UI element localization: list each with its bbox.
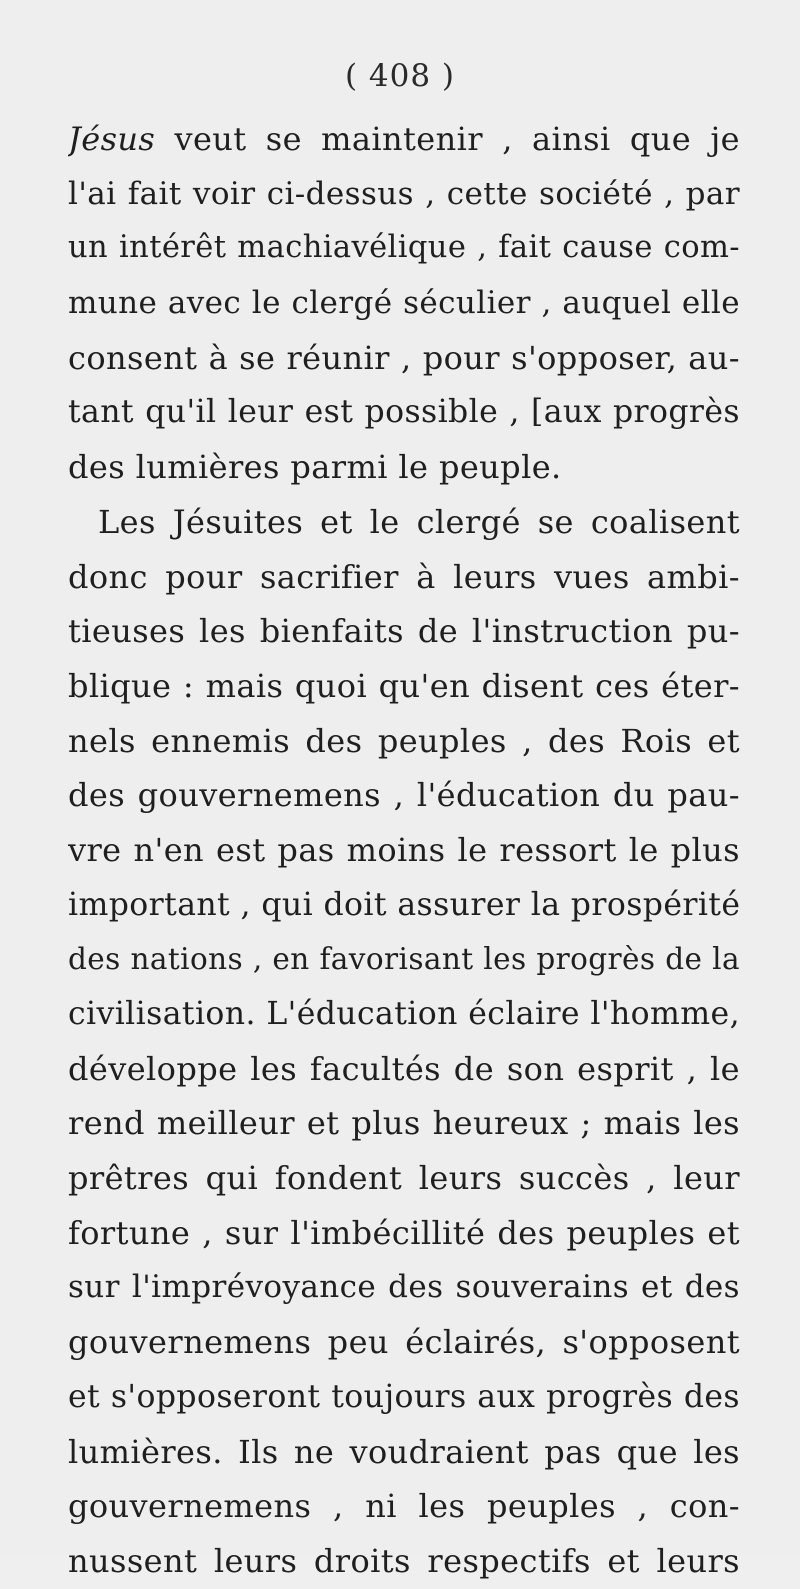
page-number: ( 408 ) [344, 58, 456, 94]
text-line: nels ennemis des peuples , des Rois et [68, 721, 740, 760]
text-line: mune avec le clergé séculier , auquel elle [68, 285, 740, 322]
italic-word: Jésus [68, 120, 156, 158]
text-line: Les Jésuites et le clergé se coalisent [98, 502, 740, 541]
text-line: prêtres qui fondent leurs succès , leur [68, 1159, 740, 1198]
text-line: nussent leurs droits respectifs et leurs [68, 1541, 740, 1580]
text-line: gouvernemens , ni les peuples , con- [68, 1487, 740, 1526]
text-line: tant qu'il leur est possible , [aux progrès [68, 394, 740, 431]
text-line: un intérêt machiavélique , fait cause com- [68, 230, 740, 266]
text-line: important , qui doit assurer la prospérité [68, 886, 740, 923]
text-line-rest: veut se maintenir , ainsi que je [155, 120, 740, 158]
body-text [68, 112, 740, 1589]
text-line: des gouvernemens , l'éducation du pau- [68, 776, 740, 815]
text-line: et s'opposeront toujours aux progrès des [68, 1378, 740, 1415]
text-line [68, 112, 740, 167]
text-line: l'ai fait voir ci-dessus , cette société , par [68, 175, 740, 212]
text-line: vre n'en est pas moins le ressort le plus [68, 830, 740, 869]
text-line: lumières. Ils ne voudraient pas que les [68, 1432, 740, 1471]
text-line: des nations , en favorisant les progrès de la [68, 942, 740, 977]
text-line: sur l'imprévoyance des souverains et des [68, 1269, 740, 1306]
text-line: fortune , sur l'imbécillité des peuples et [68, 1213, 740, 1252]
text-line: donc pour sacrifier à leurs vues ambi- [68, 557, 740, 596]
text-line: gouvernemens peu éclairés, s'opposent [68, 1323, 740, 1362]
text-line: des lumières parmi le peuple. [68, 448, 562, 487]
text-line: blique : mais quoi qu'en disent ces éter- [68, 666, 740, 705]
text-line: civilisation. L'éducation éclaire l'homme, [68, 996, 740, 1032]
text-line: développe les facultés de son esprit , le [68, 1049, 740, 1088]
text-line: rend meilleur et plus heureux ; mais les [68, 1104, 740, 1143]
text-line: tieuses les bienfaits de l'instruction pu- [68, 612, 740, 651]
text-line: consent à se réunir , pour s'opposer, au- [68, 338, 740, 377]
